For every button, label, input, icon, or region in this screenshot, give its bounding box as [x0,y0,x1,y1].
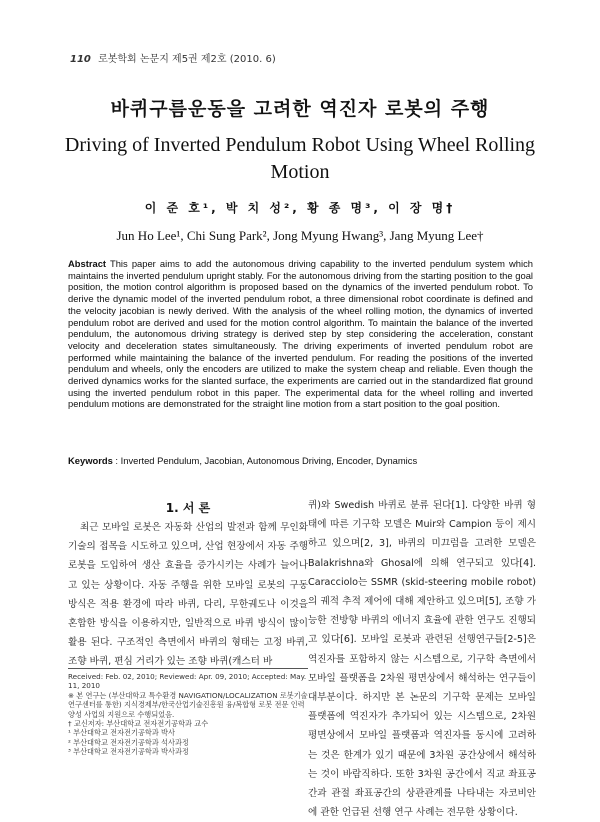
journal-name: 로봇학회 논문지 제5권 제2호 (2010. 6) [98,54,276,65]
keywords-label: Keywords [68,455,113,466]
title-english: Driving of Inverted Pendulum Robot Using Wheel Rolling Motion [64,134,536,183]
keywords-text: : Inverted Pendulum, Jacobian, Autonomous Driving, Encoder, Dynamics [112,455,418,466]
footnote-received: Received: Feb. 02, 2010; Reviewed: Apr. 09, 2010; Accepted: May. 11, 2010 [68,672,307,691]
authors-english: Jun Ho Lee¹, Chi Sung Park², Jong Myung Hwang³, Jang Myung Lee† [116,228,484,243]
section-heading-introduction: 1. 서 론 [165,501,211,515]
keywords [68,455,533,466]
footnote-funding: ※ 본 연구는 (부산대학교 특수환경 NAVIGATION/LOCALIZATION 로봇기술 연구센터를 통한) 지식경제부/한국산업기술진흥원 융/복합형 로봇 전문 인력 양성 사업의 지원으로 수행되었음. [68,690,308,719]
footnote-author2: ² 부산대학교 전자전기공학과 석사과정 [68,737,189,747]
abstract-text: This paper aims to add the autonomous driving capability to the inverted pendulum system which maintains the inverted pendulum upright stably. For the autonomous driving from the starting position to the goal position, the motion control algorithm is proposed based on the dynamics of the inverted pendulum robot. To derive the dynamic model of the inverted pendulum robot, a three dimensional robot coordinate is defined and the velocity jacobian is newly derived. With the analysis of the wheel rolling motion, the dynamics of inverted pendulum robot are derived and used for the motion control algorithm. To maintain the balance of the inverted pendulum, the autonomous driving strategy is derived step by step considering the acceleration, constant velocity and deceleration states simultaneously. The driving experiments of inverted pendulum robot are performed while maintaining the balance of the inverted pendulum. For reading the positions of the inverted pendulum and wheels, only the encoders are utilized to make the system cheap and reliable. Even though the derived dynamics works for the slanted surface, the experiments are carried out in the standardized flat ground using the inverted pendulum robot in this paper. The experimental data for the wheel rolling and inverted pendulum motions are demonstrated for the straight line motion from a start position to the goal position. [68,258,533,410]
footnote-divider [68,668,308,669]
abstract [68,258,533,410]
title-korean: 바퀴구름운동을 고려한 역진자 로봇의 주행 [110,98,490,120]
footnote-author3: ³ 부산대학교 전자전기공학과 박사과정 [68,747,189,757]
footnote-corresponding: † 교신저자: 부산대학교 전자전기공학과 교수 [68,719,209,729]
running-header [70,50,276,65]
intro-right-column: 퀴)와 Swedish 바퀴로 분류 된다[1]. 다양한 바퀴 형태에 따른 기구학 모델은 Muir와 Campion 등이 제시하고 있으며[2, 3], 바퀴의 미끄럼을 고려한 모델은 Balakrishna와 Ghosal에 의해 연구되고 있다[4]. Caracciolo는 SSMR (skid-steering mobile robot)의 궤적 추적 제어에 대해 제안하고 있으며[5], 조향 가능한 전방향 바퀴의 에너지 효율에 관한 연구도 진행되고 있다[6]. 모바일 로봇과 관련된 선행연구들[2-5]은 역진자를 포함하지 않는 시스템으로, 기구학 측면에서 모바일 플랫폼을 2차원 평면상에서 해석하는 연구들이 대부분이다. 하지만 본 논문의 기구학 문제는 모바일 플랫폼에 역진자가 추가되어 있는 시스템으로, 2차원 평면상에서 모바일 플랫폼과 역진자를 동시에 고려하는 것은 한계가 있기 때문에 3차원 공간상에서 해석하는 것이 바람직하다. 또한 3차원 공간에서 직교 좌표공간과 관절 좌표공간의 상관관계를 나타내는 자코비안에 관한 언급된 선행 연구 사례는 전무한 상황이다. [308,500,536,819]
footnotes [68,672,308,757]
authors-korean: 이 준 호¹, 박 치 성², 황 종 명³, 이 장 명† [144,201,456,215]
intro-left-column: 최근 모바일 로봇은 자동화 산업의 발전과 함께 무인화 기술의 접목을 시도하고 있으며, 산업 현장에서 자동 주행 로봇을 도입하여 생산 효율을 증가시키는 사례가 늘어나고 있는 상황이다. 자동 주행을 위한 모바일 로봇의 구동 방식은 적용 환경에 따라 바퀴, 다리, 무한궤도나 이것을 혼합한 방식을 이용하지만, 일반적으로 바퀴 방식이 많이 활용 된다. 구조적인 측면에서 바퀴의 형태는 고정 바퀴, 조향 바퀴, 편심 거리가 있는 조향 바퀴(캐스터 바 [68,522,308,668]
page-number: 110 [70,54,91,65]
abstract-label: Abstract [68,258,107,269]
footnote-author1: ¹ 부산대학교 전자전기공학과 박사 [68,728,175,738]
